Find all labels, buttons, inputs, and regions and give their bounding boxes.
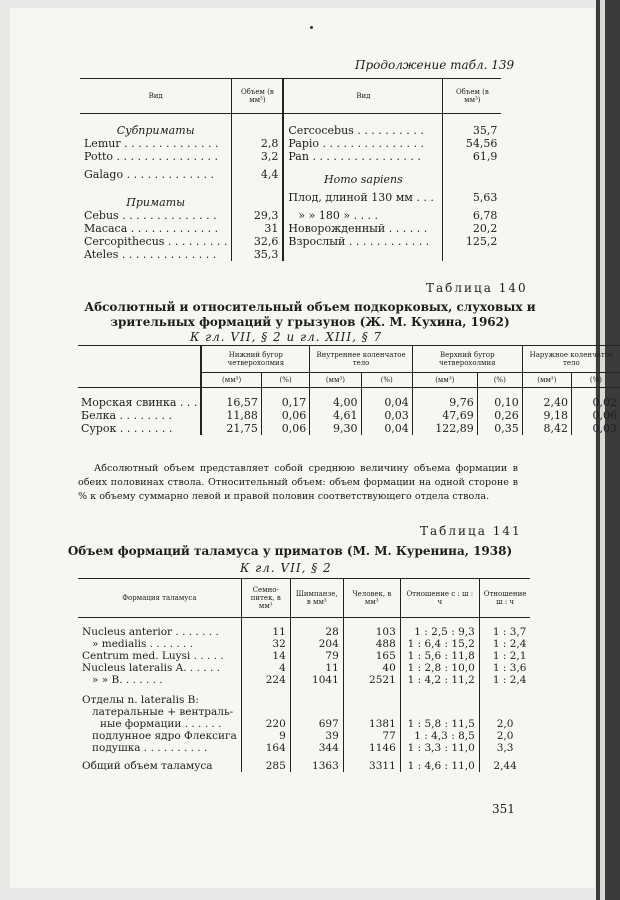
group-title: Приматы [126,196,186,209]
table-row: Nucleus anterior . . . . . . . 11 28 103 1 : 2,5 : 9,3 1 : 3,7 [78,626,530,638]
unit: (мм³) [310,373,361,388]
table-row: Морская свинка . . . 16,57 0,17 4,00 0,04 9,76 0,10 2,40 0,02 [78,396,620,409]
group-header: Верхний бугор четверохолмия [412,346,522,373]
row-value: 32,6 [232,235,284,248]
col-header: Отношение с : ш : ч [400,579,479,618]
row-name: Macaca . . . . . . . . . . . . . [84,222,219,235]
table-141-subtitle: К гл. VII, § 2 [240,561,332,575]
row-value: 29,3 [232,209,284,222]
table-row: Сурок . . . . . . . . 21,75 0,06 9,30 0,04 122,89 0,35 8,42 0,03 [78,422,620,435]
table-row: Белка . . . . . . . . 11,88 0,06 4,61 0,03 47,69 0,26 9,18 0,06 [78,409,620,422]
row-value: 35,7 [443,114,502,138]
col-header-vid-2: Вид [283,79,443,114]
group-title: Субприматы [116,124,195,137]
table-141-label: Таблица 141 [420,524,522,538]
col-header-objem-2: Объем (в мм³) [443,79,502,114]
row-name: Новорожденный . . . . . . [283,222,443,235]
section-title: Отделы n. lateralis B: [82,694,199,706]
table-140 [78,345,620,435]
table-139 [80,78,501,261]
table-row: » » B. . . . . . . 224 1041 2521 1 : 4,2 : 11,2 1 : 2,4 [78,674,530,686]
continuation-caption: Продолжение табл. 139 [355,58,515,72]
unit: (мм³) [201,373,261,388]
table-141-title: Объем формаций таламуса у приматов (М. М. Куренина, 1938) [67,544,513,558]
row-name: Potto . . . . . . . . . . . . . . . [84,150,218,163]
unit: (%) [477,373,522,388]
page-number: 351 [492,802,515,816]
row-value: 61,9 [443,150,502,163]
table-row: подушка . . . . . . . . . . 164 344 1146 1 : 3,3 : 11,0 3,3 [78,742,530,754]
explanatory-paragraph: Абсолютный объем представляет собой среднюю величину объема формации в обеих половинах ствола. Относительный объем: объем формации на одной стороне в % к объему суммарно левой и правой половин соответствующего отдела ствола. [78,463,518,502]
unit: (%) [589,376,603,384]
col-header: Отношение ш : ч [479,579,530,618]
table-row-total: Общий объем таламуса 285 1363 3311 1 : 4,6 : 11,0 2,44 [78,754,530,772]
table-row: ные формации . . . . . . 220 697 1381 1 : 5,8 : 11,5 2,0 [78,718,530,730]
row-value: 2,8 [232,137,284,150]
col-header: Формация таламуса [122,594,197,602]
row-value: 3,2 [232,150,284,163]
row-name: Ateles . . . . . . . . . . . . . . [84,248,217,261]
group-header: Внутреннее коленчатое тело [310,346,413,373]
row-value: 125,2 [443,235,502,248]
row-name: » » 180 » . . . . [283,209,443,222]
row-name: Cebus . . . . . . . . . . . . . . [84,209,217,222]
row-name: Galago . . . . . . . . . . . . . [84,168,215,181]
table-140-title: Абсолютный и относительный объем подкорковых, слуховых и зрительных формаций у грызунов (Ж. М. Кухина, 1962) [84,300,536,329]
table-140-subtitle: К гл. VII, § 2 и гл. XIII, § 7 [190,330,383,344]
unit: (%) [261,373,309,388]
row-name: Lemur . . . . . . . . . . . . . . [84,137,219,150]
group-header: Наружное коленчатое тело [529,351,614,367]
table-row: Nucleus lateralis A. . . . . . 4 11 40 1 : 2,8 : 10,0 1 : 3,6 [78,662,530,674]
row-name: Взрослый . . . . . . . . . . . . [283,235,443,248]
row-name: Papio . . . . . . . . . . . . . . . [283,137,443,150]
unit: (мм³) [522,373,571,388]
table-row: латеральные + вентраль- [78,706,530,718]
table-row: » medialis . . . . . . . 32 204 488 1 : 6,4 : 15,2 1 : 2,4 [78,638,530,650]
row-value: 5,63 [443,186,502,209]
col-header: Шимпанзе, в мм³ [290,579,343,618]
table-141 [78,578,530,772]
row-value: 4,4 [232,163,284,186]
row-value: 20,2 [443,222,502,235]
page-edge [600,0,605,900]
table-row: Centrum med. Luysi . . . . . 14 79 165 1 : 5,6 : 11,8 1 : 2,1 [78,650,530,662]
group-header: Нижний бугор четверохолмия [201,346,309,373]
unit: (%) [361,373,412,388]
print-speck [310,26,313,29]
row-value: 54,56 [443,137,502,150]
col-header-vid: Вид [80,79,232,114]
col-header: Семно-питек, в мм³ [241,579,290,618]
unit: (мм³) [412,373,477,388]
row-value: 6,78 [443,209,502,222]
row-value: 31 [232,222,284,235]
row-name: Cercopithecus . . . . . . . . . [84,235,228,248]
col-header-objem: Объем (в мм³) [232,79,284,114]
table-row: подлунное ядро Флексига 9 39 77 1 : 4,3 : 8,5 2,0 [78,730,530,742]
row-name: Cercocebus . . . . . . . . . . [283,114,443,138]
row-name: Pan . . . . . . . . . . . . . . . . [283,150,443,163]
row-value: 35,3 [232,248,284,261]
table-140-label: Таблица 140 [426,281,528,295]
row-name: Плод, длиной 130 мм . . . [283,186,443,209]
col-header: Человек, в мм³ [343,579,400,618]
group-title: Homo sapiens [283,163,443,186]
